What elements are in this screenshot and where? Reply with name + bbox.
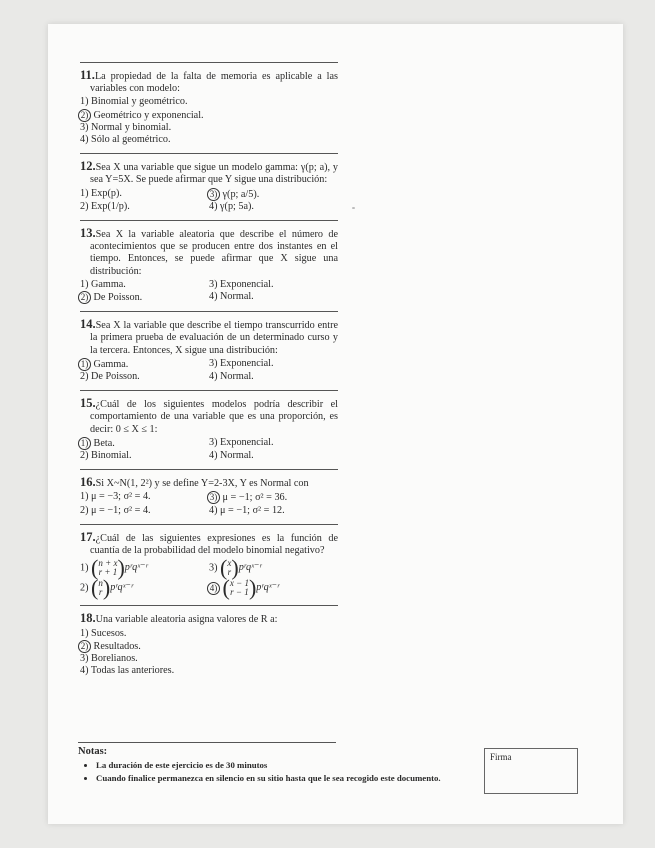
question-15 <box>80 390 338 462</box>
options <box>80 188 338 213</box>
option[interactable] <box>80 109 338 122</box>
binomial-top: x <box>227 558 232 569</box>
binomial-bottom: r <box>227 567 232 578</box>
options <box>80 437 338 462</box>
option-text: Binomial y geométrico. <box>91 96 188 108</box>
question-14 <box>80 311 338 383</box>
question-number: 18. <box>80 611 96 626</box>
option-text: De Poisson. <box>93 292 143 304</box>
option-text: Exponencial. <box>220 436 274 448</box>
question-17 <box>80 524 338 601</box>
question-text: Si X~N(1, 2²) y se define Y=2-3X, Y es Normal con <box>95 478 309 490</box>
option-number: 3) <box>209 562 218 574</box>
notes-section <box>78 746 498 785</box>
circled-option-number: 3) <box>207 188 220 201</box>
question-text: ¿Cuál de los siguientes modelos podría describir el comportamiento de una variable que es una proporción, es decir: 0 ≤ X ≤ 1: <box>90 399 338 435</box>
option-text: Sucesos. <box>91 627 127 639</box>
option[interactable] <box>209 358 338 371</box>
question-12 <box>80 153 338 213</box>
option[interactable] <box>80 491 209 504</box>
question-stem <box>80 396 338 436</box>
circled-option-number: 1) <box>78 437 91 450</box>
question-stem <box>80 317 338 357</box>
question-stem <box>80 159 338 186</box>
option-number: 3) <box>80 121 89 133</box>
option-number: 2) <box>80 504 89 516</box>
option-number: 1) <box>80 278 89 290</box>
option-number: 3) <box>209 357 218 369</box>
binomial-expression: ( x r ) pʳqˣ⁻ʳ <box>220 555 262 581</box>
option[interactable] <box>80 555 209 581</box>
binomial-bottom: r + 1 <box>98 567 118 578</box>
option-number: 2) <box>80 371 89 383</box>
option[interactable] <box>80 201 209 213</box>
question-number: 15. <box>80 396 96 411</box>
circled-option-number: 2) <box>78 640 91 653</box>
binomial-expression: ( n + x r + 1 ) pʳqˣ⁻ʳ <box>91 555 148 581</box>
option[interactable] <box>80 279 209 291</box>
question-text: Una variable aleatoria asigna valores de R a: <box>95 614 278 626</box>
question-stem <box>80 226 338 278</box>
options <box>80 628 338 678</box>
question-16 <box>80 469 338 517</box>
option[interactable] <box>209 437 338 450</box>
option[interactable] <box>209 291 338 304</box>
binomial-top: n <box>98 578 103 589</box>
option-text: Normal y binomial. <box>91 121 172 133</box>
option[interactable] <box>80 505 209 517</box>
option-text: γ(p; 5a). <box>220 200 254 212</box>
option-number: 1) <box>80 627 89 639</box>
question-text: ¿Cuál de las siguientes expresiones es la función de cuantía de la probabilidad del modelo binomial negativo? <box>90 532 338 557</box>
options <box>80 279 338 304</box>
option-text: Gamma. <box>93 358 129 370</box>
option[interactable] <box>80 358 209 371</box>
question-number: 14. <box>80 317 96 332</box>
option[interactable] <box>209 575 338 601</box>
question-stem <box>80 611 338 626</box>
option-text: μ = −1; σ² = 4. <box>91 504 151 516</box>
option[interactable] <box>209 201 338 213</box>
option[interactable] <box>80 450 209 462</box>
circled-option-number: 3) <box>207 491 220 504</box>
option-number: 4) <box>209 450 218 462</box>
option-number: 2) <box>80 200 89 212</box>
options <box>80 96 338 146</box>
questions-column <box>80 62 338 684</box>
option-text: Geométrico y exponencial. <box>93 109 204 121</box>
note-item: • Cuando finalice permanezca en silencio en su sitio hasta que le sea recogido este documento. <box>96 772 498 785</box>
option-text: Todas las anteriores. <box>90 665 175 677</box>
divider <box>80 605 338 606</box>
binomial-bottom: r <box>98 587 103 598</box>
option-text: μ = −1; σ² = 36. <box>222 492 288 504</box>
divider <box>80 153 338 154</box>
question-number: 16. <box>80 475 96 490</box>
paper-speck <box>352 207 355 209</box>
binomial-bottom: r − 1 <box>230 587 249 598</box>
question-13 <box>80 220 338 304</box>
divider <box>78 742 336 743</box>
notes-list <box>78 759 498 785</box>
option-text: μ = −3; σ² = 4. <box>91 491 151 503</box>
option-number: 2) <box>80 450 89 462</box>
option[interactable] <box>80 96 338 108</box>
option[interactable] <box>80 291 209 304</box>
option-number: 4) <box>209 504 218 516</box>
option-number: 1) <box>80 187 89 199</box>
option-text: Beta. <box>93 437 115 449</box>
question-text: Sea X la variable que describe el tiempo transcurrido entre la primera prueba de evaluación de un determinado curso y la tercera. Entonces, X sigue una distribución: <box>90 320 338 356</box>
option[interactable] <box>209 279 338 291</box>
option[interactable] <box>209 450 338 462</box>
option-number: 3) <box>209 436 218 448</box>
option-text: Normal. <box>220 371 254 383</box>
options <box>80 555 338 601</box>
option-text: Gamma. <box>91 278 126 290</box>
option[interactable] <box>80 628 338 640</box>
option[interactable] <box>209 491 338 504</box>
option-text: De Poisson. <box>91 371 140 383</box>
option-text: γ(p; a/5). <box>222 188 260 200</box>
circled-option-number: 1) <box>78 358 91 371</box>
question-number: 13. <box>80 226 96 241</box>
option-number: 1) <box>80 562 89 574</box>
question-stem <box>80 68 338 95</box>
option[interactable] <box>80 122 338 134</box>
option-text: Sólo al geométrico. <box>91 134 171 146</box>
option-text: Exponencial. <box>220 357 274 369</box>
circled-option-number: 2) <box>78 109 91 122</box>
option[interactable] <box>80 640 338 653</box>
option[interactable] <box>80 371 209 383</box>
options <box>80 358 338 383</box>
option[interactable] <box>80 653 338 665</box>
option[interactable] <box>80 575 209 601</box>
option-number: 1) <box>80 96 89 108</box>
option-number: 3) <box>80 652 89 664</box>
options <box>80 491 338 516</box>
question-number: 11. <box>80 68 95 82</box>
option[interactable] <box>209 371 338 383</box>
question-text: Sea X la variable aleatoria que describe el número de acontecimientos que se producen entre dos instantes en el tiempo. Entonces, se puede afirmar que X sigue una distribución: <box>90 229 338 277</box>
divider <box>80 220 338 221</box>
option[interactable] <box>80 188 209 201</box>
question-stem <box>80 529 338 557</box>
notes-title: Notas: <box>78 746 108 757</box>
question-11 <box>80 62 338 146</box>
option[interactable] <box>80 437 209 450</box>
option[interactable] <box>80 665 338 677</box>
binomial-tail: pʳqˣ⁻ʳ <box>256 582 280 594</box>
option-number: 3) <box>209 278 218 290</box>
question-text: Sea X una variable que sigue un modelo gamma: γ(p; a), y sea Y=5X. Se puede afirmar que Y sigue una distribución: <box>90 162 338 186</box>
option-number: 1) <box>80 491 89 503</box>
divider <box>80 311 338 312</box>
signature-label: Firma <box>490 752 512 762</box>
option-text: μ = −1; σ² = 12. <box>220 504 285 516</box>
exam-sheet <box>48 24 623 824</box>
option-number: 4) <box>209 200 218 212</box>
option-number: 4) <box>209 371 218 383</box>
option[interactable] <box>80 134 338 146</box>
option-number: 2) <box>80 582 89 594</box>
circled-option-number: 2) <box>78 291 91 304</box>
binomial-top: n + x <box>98 558 118 569</box>
note-item: • La duración de este ejercicio es de 30 minutos <box>96 759 498 772</box>
option-number: 4) <box>80 665 89 677</box>
question-number: 17. <box>80 529 96 544</box>
option-text: Normal. <box>220 291 254 303</box>
signature-box[interactable] <box>484 748 578 794</box>
binomial-top: x − 1 <box>229 578 249 589</box>
binomial-tail: pʳqˣ⁻ʳ <box>110 582 134 594</box>
option-text: Exp(p). <box>91 187 122 199</box>
question-18 <box>80 605 338 677</box>
option[interactable] <box>209 505 338 517</box>
circled-option-number: 4) <box>207 582 220 595</box>
option-text: Exp(1/p). <box>91 200 130 212</box>
question-number: 12. <box>80 159 96 174</box>
binomial-expression: ( x − 1 r − 1 ) pʳqˣ⁻ʳ <box>222 575 280 601</box>
binomial-tail: pʳqˣ⁻ʳ <box>238 562 262 574</box>
question-text: La propiedad de la falta de memoria es aplicable a las variables con modelo: <box>90 71 338 95</box>
option-number: 4) <box>80 134 89 146</box>
binomial-tail: pʳqˣ⁻ʳ <box>124 562 148 574</box>
divider <box>80 469 338 470</box>
option-number: 4) <box>209 291 218 303</box>
option-text: Exponencial. <box>220 278 274 290</box>
divider <box>80 62 338 63</box>
option[interactable] <box>209 188 338 201</box>
option-text: Borelianos. <box>91 652 138 664</box>
binomial-expression: ( n r ) pʳqˣ⁻ʳ <box>91 575 134 601</box>
option-text: Normal. <box>220 450 254 462</box>
divider <box>80 524 338 525</box>
divider <box>80 390 338 391</box>
option-text: Binomial. <box>91 450 132 462</box>
option-text: Resultados. <box>93 640 141 652</box>
question-stem <box>80 475 338 490</box>
